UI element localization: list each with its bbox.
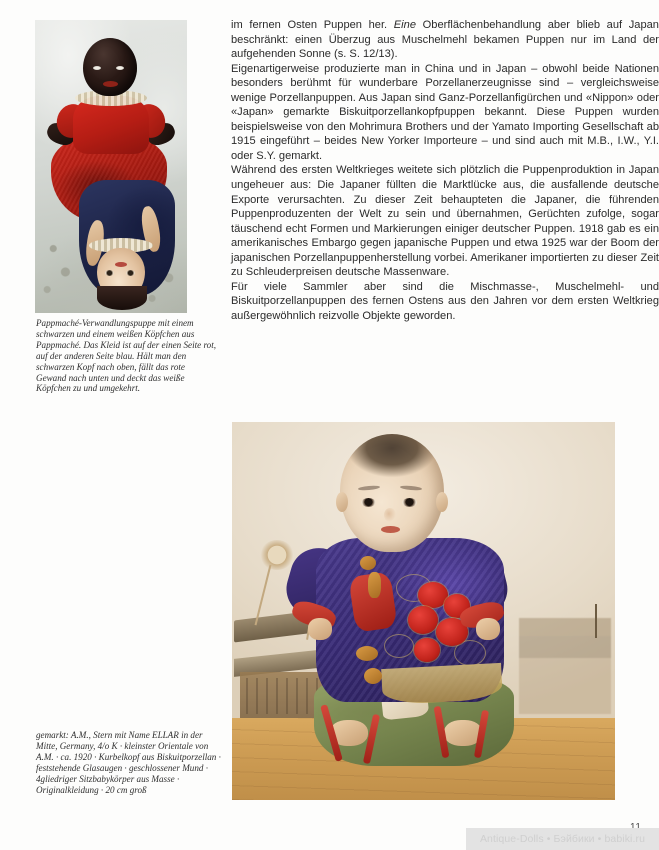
doll-eyebrow-left xyxy=(358,485,380,491)
watermark-band xyxy=(466,828,659,850)
doll-glass-eye-right xyxy=(402,498,417,507)
jacket-frog-knot-4 xyxy=(364,668,382,684)
backdrop-pole xyxy=(595,604,597,638)
doll-glass-eye-left xyxy=(361,498,376,507)
body-paragraph-3: Während des ersten Weltkrieges weitete sich plötzlich die Puppenproduktion in Japan ungeheuer aus: Die Japaner füllten die Marktlücke aus, die ausfallende deutsche Exporte verursachten. Zu dieser Zeit behaupteten die Japaner, die führenden Puppenproduzenten der Welt zu sein und übernahmen, Gerüchten zufolge, sogar täuschend echt Formen und Markierungen einiger deutscher Puppen. 1918 gab es ein amerikanisches Embargo gegen japanische Puppen und etwa 1925 war der Boom der japanischen Porzellanpuppenherstellung vorbei. Amerikaner importierten zu dieser Zeit zu Schleuderpreisen deutsche Massenware. xyxy=(231,164,659,279)
doll-closed-mouth xyxy=(381,526,400,533)
white-head-mouth xyxy=(115,262,127,267)
figure-asian-baby-doll-photo xyxy=(232,422,615,800)
backdrop-building-right xyxy=(519,618,611,714)
doll-ear-left xyxy=(336,492,348,512)
body-paragraph-2: Eigenartigerweise produzierte man in China und in Japan – obwohl beide Nationen besonders berühmt für wunderbare Porzellanerzeugnisse sind – vergleichsweise wenige Porzellanpuppen. Aus Japan sind Ganz-Porzellanfigürchen und «Nippon» oder «Japan» gemarkte Biskuitporzellankopfpuppen bekannt. Diese Puppen wurden beispielsweise von den Mohrimura Brothers und der Yamato Importing Gesellschaft ab 1915 eingeführt – beides New Yorker Importeure – und sind auch mit M.B., I.W., Y.I. oder S.Y. gemarkt. xyxy=(231,62,659,162)
watermark-text: Antique-Dolls • Бэйбики • babiki.ru xyxy=(479,833,646,845)
body-text-column xyxy=(231,18,659,323)
doll-eyebrow-right xyxy=(400,485,422,491)
body-paragraph-1: im fernen Osten Puppen her. Eine Oberflächenbehandlung aber blieb auf Japan beschränkt: einen Überzug aus Muschelmehl bekamen Puppen nur im Land der aufgehenden Sonne (s. S. 12/13). xyxy=(231,19,659,61)
figure-caption-topsy-turvy-doll: Pappmaché-Verwandlungspuppe mit einem schwarzen und einem weißen Köpfchen aus Pappmaché. Das Kleid ist auf der einen Seite rot, auf der anderen Seite blau. Hält man den schwarzen Kopf nach oben, fällt das rote Gewand nach unten und deckt das weiße Köpfchen zu und umgekehrt. xyxy=(36,318,216,394)
doll-ear-right xyxy=(436,492,448,512)
black-head-eye-left xyxy=(93,66,101,70)
white-head-eye-left xyxy=(105,270,114,276)
figure-caption-asian-baby-doll: gemarkt: A.M., Stern mit Name ELLAR in der Mitte, Germany, 4/o K · kleinster Orientale von A.M. · ca. 1920 · Kurbelkopf aus Biskuitporzellan · feststehende Glasaugen · geschlossener Mund · 4gliedriger Sitzbabykörper aus Masse · Originalkleidung · 20 cm groß xyxy=(36,730,221,795)
doll-black-head xyxy=(83,38,137,96)
white-head-hair xyxy=(97,286,147,310)
jacket-frog-knot-3 xyxy=(356,646,378,661)
doll-hand-right xyxy=(476,618,500,640)
black-head-eye-right xyxy=(116,66,124,70)
embroidery-petal-3 xyxy=(408,606,438,634)
jacket-frog-knot-2 xyxy=(368,572,381,598)
doll-hand-left xyxy=(308,618,332,640)
body-paragraph-4: Für viele Sammler aber sind die Mischmasse-, Muschelmehl- und Biskuitporzellanpuppen des fernen Ostens aus den Jahren vor dem ersten Weltkrieg außergewöhnlich reizvolle Objekte geworden. xyxy=(231,280,659,322)
white-head-eye-right xyxy=(126,270,135,276)
doll-bisque-head xyxy=(340,434,444,552)
doll-nose xyxy=(384,508,396,522)
embroidery-scroll-3 xyxy=(384,634,414,658)
embroidery-petal-5 xyxy=(414,638,440,662)
backdrop-flower-1 xyxy=(260,540,294,570)
black-head-mouth xyxy=(103,81,118,87)
jacket-frog-knot-1 xyxy=(360,556,376,570)
figure-topsy-turvy-doll-photo xyxy=(35,20,187,313)
